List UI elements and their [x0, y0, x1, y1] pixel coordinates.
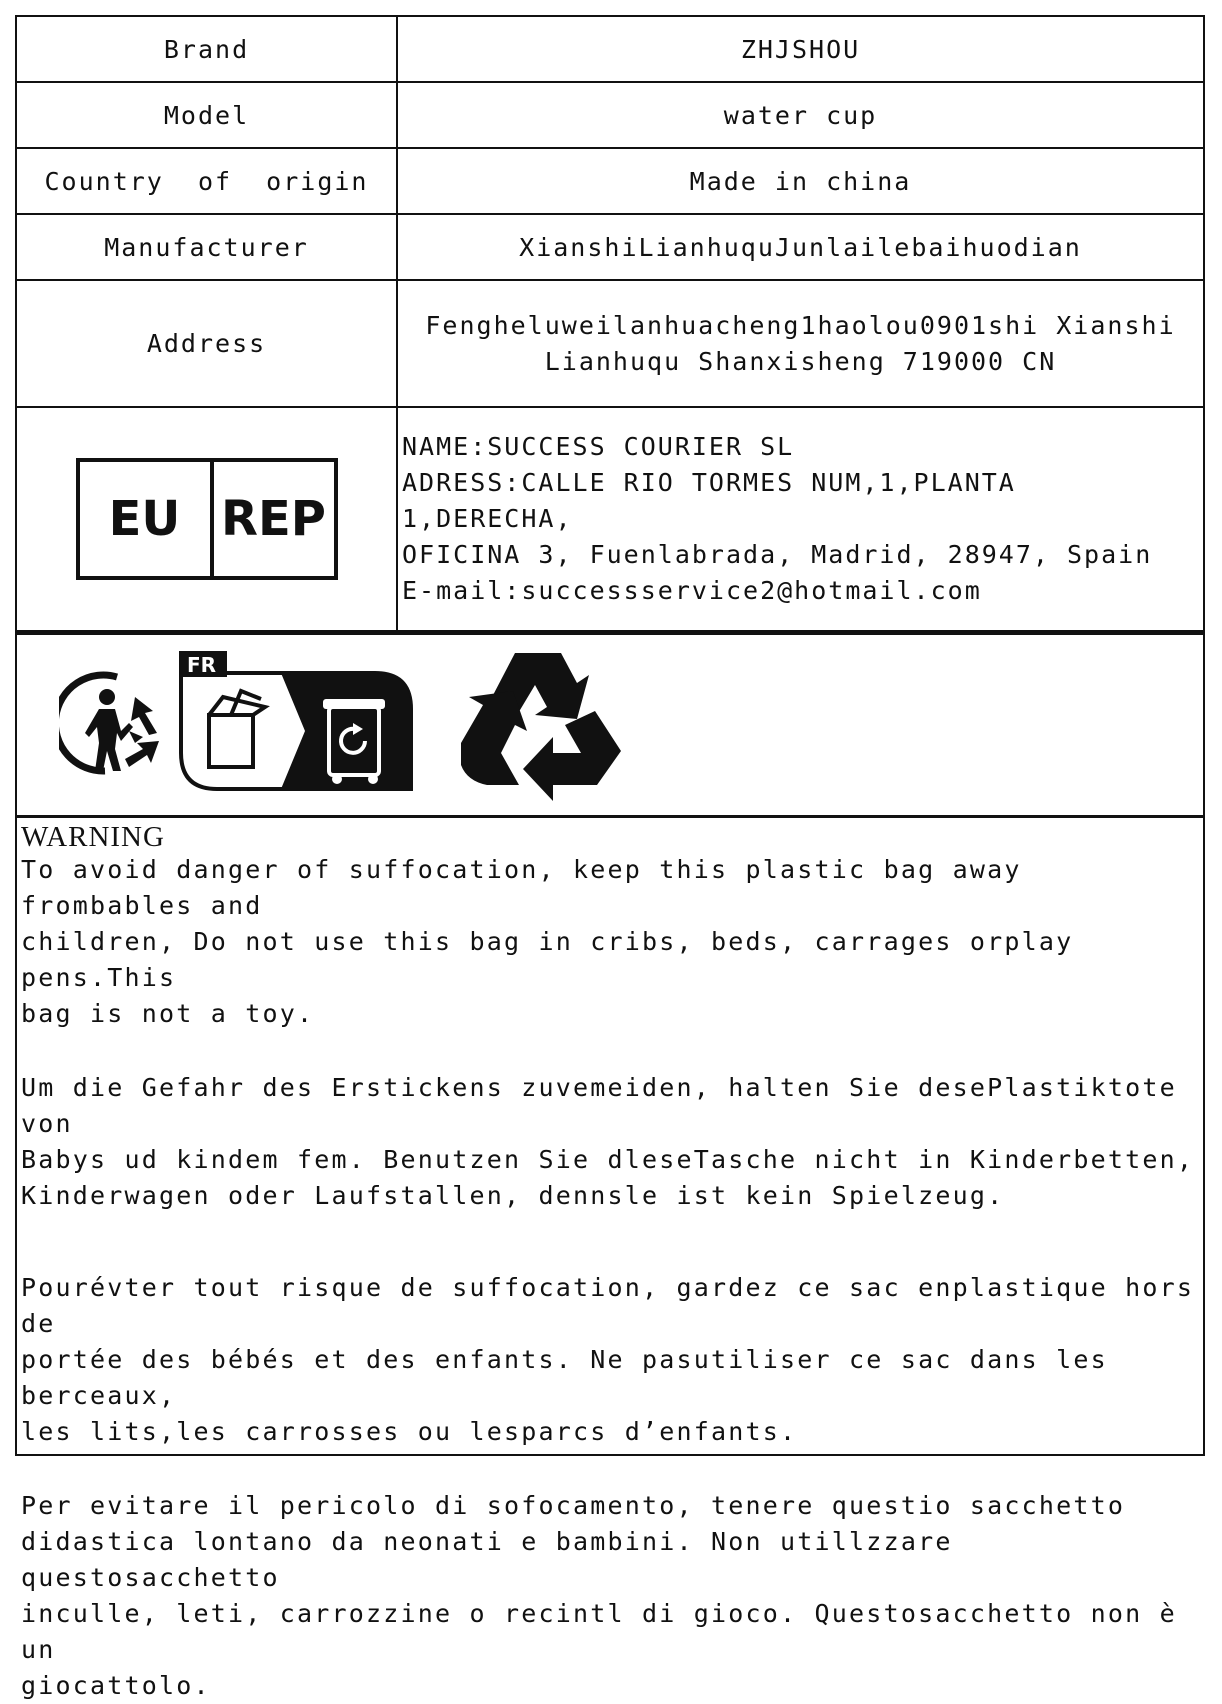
warning-de-line: Babys ud kindem fem. Benutzen Sie dleseTasche nicht in Kinderbetten,: [21, 1145, 1195, 1174]
table-row: [17, 17, 1203, 82]
origin-label: Country of origin: [17, 148, 397, 214]
eu-rep-address-line: OFICINA 3, Fuenlabrada, Madrid, 28947, Spain: [402, 540, 1153, 569]
eu-rep-logo-right: REP: [221, 491, 326, 547]
brand-label: Brand: [17, 17, 397, 82]
warning-it-line: giocattolo.: [21, 1671, 211, 1700]
table-row: [17, 82, 1203, 148]
origin-value: Made in china: [397, 148, 1203, 214]
warning-fr-line: Pourévter tout risque de suffocation, gardez ce sac enplastique hors de: [21, 1273, 1195, 1338]
eu-rep-logo-left: EU: [80, 462, 214, 576]
warning-title: WARNING: [21, 821, 165, 853]
address-value: [397, 280, 1203, 407]
fr-label: FR: [187, 653, 217, 677]
warning-fr-line: portée des bébés et des enfants. Ne pasutiliser ce sac dans les berceaux,: [21, 1345, 1108, 1410]
eu-rep-name: NAME:SUCCESS COURIER SL: [402, 432, 795, 461]
table-row: [17, 280, 1203, 407]
table-row: [17, 407, 1203, 631]
recycle-icon: [453, 647, 623, 807]
warning-it-line: Per evitare il pericolo di sofocamento, tenere questio sacchetto: [21, 1491, 1126, 1520]
eu-rep-logo: [76, 458, 338, 580]
eu-rep-details: [397, 407, 1203, 631]
model-label: Model: [17, 82, 397, 148]
warning-en-line: To avoid danger of suffocation, keep this plastic bag away frombables and: [21, 855, 1022, 920]
eu-rep-email: E-mail:successservice2@hotmail.com: [402, 576, 982, 605]
warning-en-line: children, Do not use this bag in cribs, beds, carrages orplay pens.This: [21, 927, 1074, 992]
warning-de-line: Kinderwagen oder Laufstallen, dennsle ist kein Spielzeug.: [21, 1181, 1005, 1210]
manufacturer-label: Manufacturer: [17, 214, 397, 280]
table-row: [17, 148, 1203, 214]
address-line: Lianhuqu Shanxisheng 719000 CN: [544, 346, 1057, 376]
triman-icon: [59, 671, 171, 781]
brand-value: ZHJSHOU: [397, 17, 1203, 82]
eu-rep-address-line: ADRESS:CALLE RIO TORMES NUM,1,PLANTA 1,DERECHA,: [402, 468, 1016, 533]
warning-fr-line: les lits,les carrosses ou lesparcs d’enfants.: [21, 1417, 798, 1446]
spec-table: [17, 17, 1203, 632]
eu-rep-logo-cell: [17, 407, 397, 631]
model-value: water cup: [397, 82, 1203, 148]
recycling-symbols-row: [17, 632, 1203, 818]
table-row: [17, 214, 1203, 280]
manufacturer-value: XianshiLianhuquJunlailebaihuodian: [397, 214, 1203, 280]
address-label: Address: [17, 280, 397, 407]
warning-de-line: Um die Gefahr des Erstickens zuvemeiden, halten Sie desePlastiktote von: [21, 1073, 1177, 1138]
warning-it-line: inculle, leti, carrozzine o recintl di gioco. Questosacchetto non è un: [21, 1599, 1177, 1664]
product-label-document: [15, 15, 1205, 1700]
warning-en-line: bag is not a toy.: [21, 999, 315, 1028]
address-line: Fengheluweilanhuacheng1haolou0901shi Xianshi: [425, 310, 1176, 340]
warning-it-line: didastica lontano da neonati e bambini. Non utillzzare questosacchetto: [21, 1527, 953, 1592]
warning-section: [17, 818, 1203, 1704]
